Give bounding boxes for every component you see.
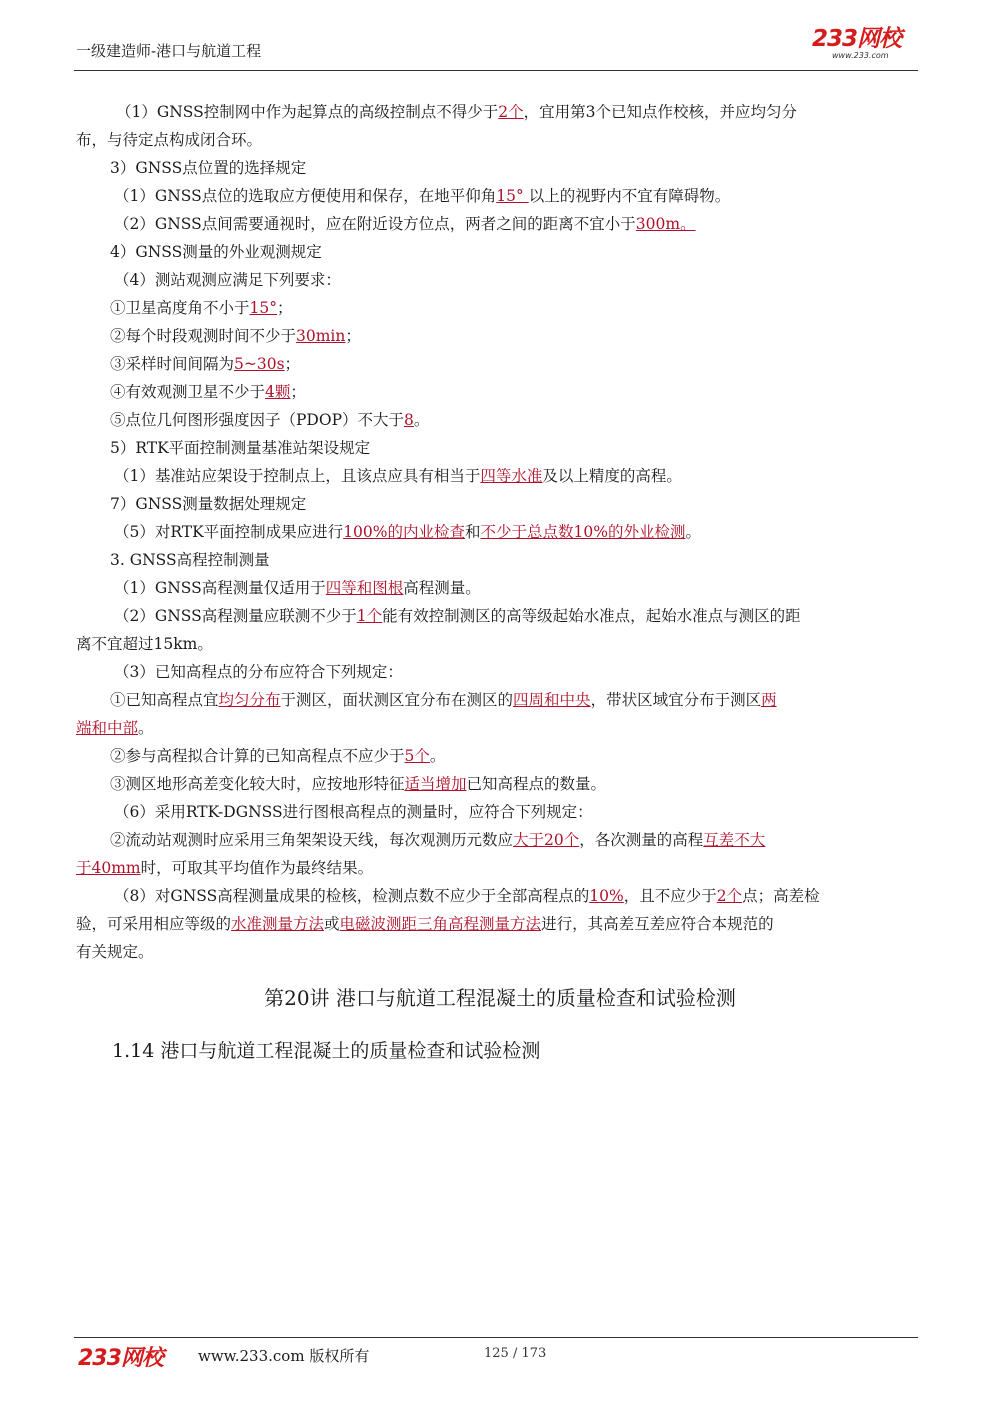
text-segment: ③采样时间间隔为: [110, 355, 235, 373]
paragraph-line: [76, 294, 918, 322]
text-segment: ；: [345, 327, 361, 345]
text-segment: （5）对RTK平面控制成果应进行: [114, 523, 344, 541]
paragraph-line: [76, 630, 918, 658]
text-segment: 有关规定。: [76, 943, 154, 961]
text-segment: 。: [413, 411, 430, 429]
paragraph-line: [76, 126, 918, 154]
paragraph-line: [76, 826, 918, 854]
footer-logo: 233网校: [78, 1346, 163, 1371]
text-segment: 以上的视野内不宜有障碍物。: [528, 187, 731, 205]
paragraph-line: [76, 602, 918, 630]
text-segment: ④有效观测卫星不少于: [110, 383, 266, 401]
text-segment: ①已知高程点宜: [110, 691, 219, 709]
emphasis-underlined-text: 于40mm: [76, 859, 141, 877]
text-segment: 能有效控制测区的高等级起始水准点，起始水准点与测区的距: [382, 607, 801, 625]
emphasis-underlined-text: 4颗: [265, 383, 291, 401]
text-segment: 布，与待定点构成闭合环。: [76, 131, 263, 149]
document-header-title: 一级建造师-港口与航道工程: [76, 42, 262, 60]
emphasis-underlined-text: 互差不大: [703, 831, 766, 849]
paragraph-line: [76, 574, 918, 602]
brand-logo-url: www.233.com: [832, 51, 889, 60]
text-segment: ，各次测量的高程: [579, 831, 704, 849]
text-segment: 7）GNSS测量数据处理规定: [110, 495, 307, 513]
text-segment: 4）GNSS测量的外业观测规定: [110, 243, 322, 261]
text-segment: （8）对GNSS高程测量成果的检核，检测点数不应少于全部高程点的: [114, 887, 590, 905]
paragraph-line: [76, 98, 918, 126]
text-segment: 。: [429, 747, 446, 765]
page-number: 125 / 173: [484, 1346, 547, 1361]
text-segment: （1）GNSS控制网中作为起算点的高级控制点不得少于: [116, 103, 499, 121]
emphasis-underlined-text: 四等水准: [480, 467, 543, 485]
text-segment: 5）RTK平面控制测量基准站架设规定: [110, 439, 371, 457]
text-segment: 或: [324, 915, 340, 933]
emphasis-underlined-text: 10%: [589, 887, 624, 905]
paragraph-line: [76, 238, 918, 266]
text-segment: 3. GNSS高程控制测量: [110, 551, 270, 569]
text-segment: 点；高差检: [742, 887, 820, 905]
emphasis-underlined-text: 1个: [356, 607, 383, 625]
text-segment: 验，可采用相应等级的: [76, 915, 232, 933]
text-segment: ①卫星高度角不小于: [110, 299, 250, 317]
paragraph-line: [76, 406, 918, 434]
emphasis-underlined-text: 适当增加: [404, 775, 467, 793]
text-segment: ③测区地形高差变化较大时，应按地形特征: [110, 775, 405, 793]
lecture-heading: 第20讲 港口与航道工程混凝土的质量检查和试验检测: [264, 986, 736, 1010]
paragraph-line: [76, 546, 918, 574]
text-segment: （6）采用RTK-DGNSS进行图根高程点的测量时，应符合下列规定：: [114, 803, 593, 821]
emphasis-underlined-text: 2个: [498, 103, 524, 121]
paragraph-line: [76, 686, 918, 714]
text-segment: 时，可取其平均值作为最终结果。: [140, 859, 374, 877]
paragraph-line: [76, 350, 918, 378]
text-segment: ；: [277, 299, 293, 317]
text-segment: （2）GNSS点间需要通视时，应在附近设方位点，两者之间的距离不宜小于: [114, 215, 636, 233]
emphasis-underlined-text: 端和中部: [76, 719, 139, 737]
emphasis-underlined-text: 水准测量方法: [231, 915, 325, 933]
text-segment: （1）基准站应架设于控制点上，且该点应具有相当于: [114, 467, 481, 485]
emphasis-underlined-text: 两: [761, 691, 777, 709]
text-segment: ②参与高程拟合计算的已知高程点不应少于: [110, 747, 405, 765]
brand-logo-text: 233网校: [812, 26, 902, 52]
emphasis-underlined-text: 大于20个: [513, 831, 580, 849]
paragraph-line: [76, 518, 918, 546]
paragraph-line: [76, 182, 918, 210]
text-segment: 及以上精度的高程。: [542, 467, 682, 485]
text-segment: 离不宜超过15km。: [76, 635, 213, 653]
paragraph-line: [76, 210, 918, 238]
text-segment: ，宜用第3个已知点作校核，并应均匀分: [523, 103, 798, 121]
emphasis-underlined-text: 300m。: [635, 215, 696, 233]
paragraph-line: [76, 714, 918, 742]
emphasis-underlined-text: 15°: [496, 187, 529, 205]
paragraph-line: [76, 322, 918, 350]
emphasis-underlined-text: 2个: [716, 887, 743, 905]
emphasis-underlined-text: 30min: [296, 327, 346, 345]
emphasis-underlined-text: 5~30s: [234, 355, 285, 373]
paragraph-line: [76, 910, 918, 938]
paragraph-line: [76, 798, 918, 826]
emphasis-underlined-text: 四等和图根: [325, 579, 404, 597]
emphasis-underlined-text: 5个: [404, 747, 430, 765]
text-segment: 3）GNSS点位置的选择规定: [110, 159, 307, 177]
text-segment: 高程测量。: [403, 579, 481, 597]
text-segment: （3）已知高程点的分布应符合下列规定：: [114, 663, 403, 681]
text-segment: ⑤点位几何图形强度因子（PDOP）不大于: [110, 411, 404, 429]
emphasis-underlined-text: 不少于总点数10%的外业检测: [480, 523, 686, 541]
text-segment: ，且不应少于: [623, 887, 717, 905]
text-segment: 和: [465, 523, 481, 541]
section-heading: 1.14 港口与航道工程混凝土的质量检查和试验检测: [112, 1040, 541, 1062]
emphasis-underlined-text: 8: [404, 411, 414, 429]
emphasis-underlined-text: 四周和中央: [513, 691, 591, 709]
emphasis-underlined-text: 电磁波测距三角高程测量方法: [339, 915, 542, 933]
emphasis-underlined-text: 100%的内业检查: [343, 523, 466, 541]
paragraph-line: [76, 854, 918, 882]
paragraph-line: [76, 434, 918, 462]
text-segment: 已知高程点的数量。: [466, 775, 607, 793]
document-body: [76, 98, 918, 966]
text-segment: 。: [138, 719, 154, 737]
footer-copyright: www.233.com 版权所有: [198, 1347, 370, 1365]
text-segment: 进行，其高差互差应符合本规范的: [541, 915, 774, 933]
text-segment: ，带状区域宜分布于测区: [590, 691, 762, 709]
paragraph-line: [76, 490, 918, 518]
text-segment: （1）GNSS高程测量仅适用于: [114, 579, 326, 597]
paragraph-line: [76, 770, 918, 798]
text-segment: （4）测站观测应满足下列要求：: [114, 271, 341, 289]
text-segment: 。: [685, 523, 701, 541]
paragraph-line: [76, 378, 918, 406]
emphasis-underlined-text: 均匀分布: [218, 691, 281, 709]
paragraph-line: [76, 658, 918, 686]
text-segment: （1）GNSS点位的选取应方便使用和保存，在地平仰角: [114, 187, 497, 205]
brand-logo: [812, 28, 901, 60]
emphasis-underlined-text: 15°: [249, 299, 277, 317]
paragraph-line: [76, 154, 918, 182]
header-divider: [74, 70, 918, 71]
text-segment: ②每个时段观测时间不少于: [110, 327, 297, 345]
text-segment: ；: [284, 355, 301, 373]
paragraph-line: [76, 742, 918, 770]
paragraph-line: [76, 266, 918, 294]
paragraph-line: [76, 882, 918, 910]
paragraph-line: [76, 462, 918, 490]
text-segment: 于测区，面状测区宜分布在测区的: [280, 691, 514, 709]
paragraph-line: [76, 938, 918, 966]
text-segment: （2）GNSS高程测量应联测不少于: [114, 607, 357, 625]
footer-divider: [74, 1337, 918, 1338]
text-segment: ；: [290, 383, 306, 401]
text-segment: ②流动站观测时应采用三角架架设天线，每次观测历元数应: [110, 831, 514, 849]
